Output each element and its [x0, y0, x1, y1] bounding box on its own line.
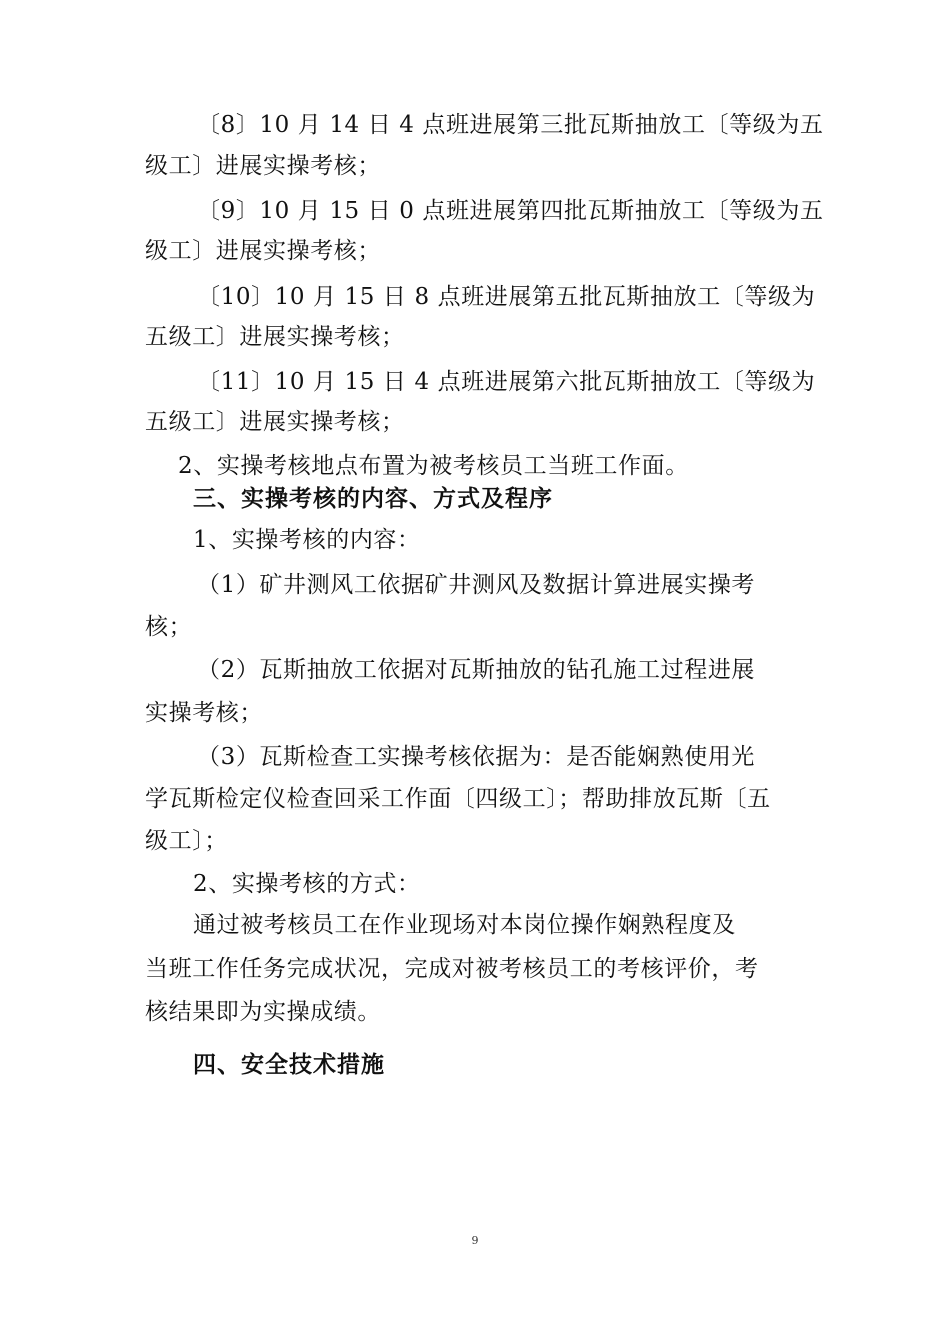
- paragraph-item-8-line-1: 〔8〕10 月 14 日 4 点班进展第三批瓦斯抽放工〔等级为五: [197, 112, 824, 138]
- content-item-1-line-1: （1）矿井测风工依据矿井测风及数据计算进展实操考: [197, 572, 756, 598]
- paragraph-item-9-line-2: 级工〕进展实操考核；: [145, 238, 381, 264]
- paragraph-item-11-line-1: 〔11〕10 月 15 日 4 点班进展第六批瓦斯抽放工〔等级为: [197, 369, 816, 395]
- subheading-method: 2、实操考核的方式：: [193, 871, 421, 897]
- content-item-3-line-3: 级工〕；: [145, 828, 228, 854]
- method-paragraph-line-1: 通过被考核员工在作业现场对本岗位操作娴熟程度及: [193, 912, 736, 938]
- method-paragraph-line-2: 当班工作任务完成状况，完成对被考核员工的考核评价，考: [145, 956, 759, 982]
- content-item-3-line-1: （3）瓦斯检查工实操考核依据为：是否能娴熟使用光: [197, 744, 756, 770]
- content-item-3-line-2: 学瓦斯检定仪检查回采工作面〔四级工〕；帮助排放瓦斯〔五: [145, 786, 771, 812]
- content-item-1-line-2: 核；: [145, 614, 193, 640]
- subheading-content: 1、实操考核的内容：: [193, 527, 421, 553]
- content-item-2-line-1: （2）瓦斯抽放工依据对瓦斯抽放的钻孔施工过程进展: [197, 657, 756, 683]
- paragraph-item-10-line-2: 五级工〕进展实操考核；: [145, 324, 405, 350]
- paragraph-location: 2、实操考核地点布置为被考核员工当班工作面。: [178, 453, 689, 479]
- paragraph-item-8-line-2: 级工〕进展实操考核；: [145, 153, 381, 179]
- method-paragraph-line-3: 核结果即为实操成绩。: [145, 999, 381, 1025]
- section-heading-4: 四、安全技术措施: [193, 1052, 385, 1078]
- paragraph-item-10-line-1: 〔10〕10 月 15 日 8 点班进展第五批瓦斯抽放工〔等级为: [197, 284, 816, 310]
- page-number: 9: [471, 1234, 479, 1247]
- section-heading-3: 三、实操考核的内容、方式及程序: [193, 486, 553, 512]
- paragraph-item-11-line-2: 五级工〕进展实操考核；: [145, 409, 405, 435]
- paragraph-item-9-line-1: 〔9〕10 月 15 日 0 点班进展第四批瓦斯抽放工〔等级为五: [197, 198, 824, 224]
- content-item-2-line-2: 实操考核；: [145, 700, 263, 726]
